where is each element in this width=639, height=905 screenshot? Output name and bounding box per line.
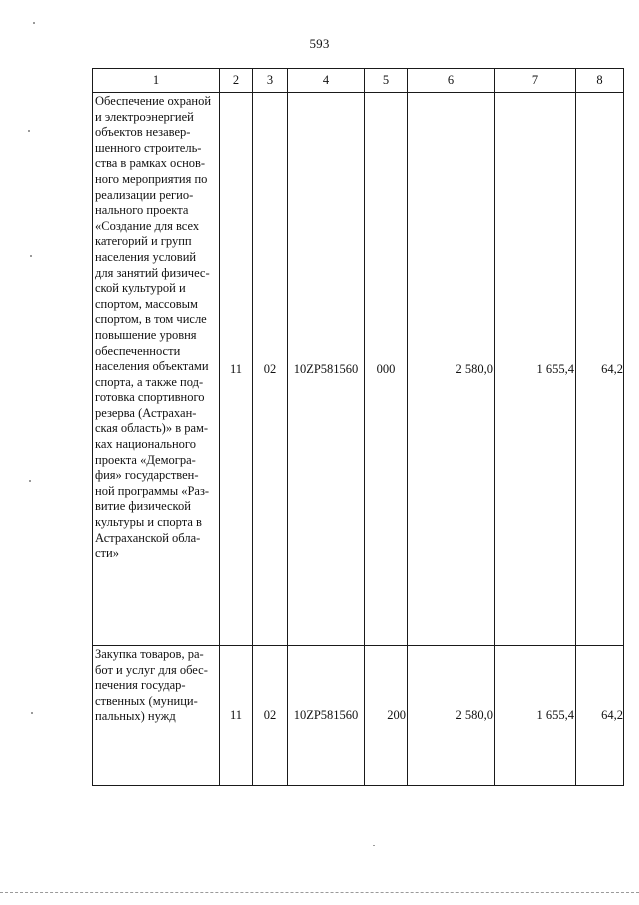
description-line: обеспеченности: [95, 343, 181, 358]
description-line: «Создание для всех: [95, 218, 200, 233]
description-line: культуры и спорта в: [95, 515, 202, 530]
description-line: для занятий физичес-: [95, 265, 210, 280]
description-line: пальных) нужд: [95, 709, 176, 724]
description-line: Закупка товаров, ра-: [95, 647, 204, 661]
description-line: проекта «Демогра-: [95, 452, 196, 467]
description-line: бот и услуг для обес-: [95, 662, 208, 677]
description-line: ного мероприятия по: [95, 171, 208, 186]
description-line: фия» государствен-: [95, 468, 199, 483]
cell-section: 11: [220, 93, 253, 646]
description-line: спортом, в том числе: [95, 312, 207, 327]
description-line: населения условий: [95, 249, 197, 264]
description-line: ской культурой и: [95, 281, 186, 296]
description-line: населения объектами: [95, 359, 209, 374]
row-description: [93, 93, 220, 646]
column-header: 2: [220, 69, 253, 93]
description-line: Астраханской обла-: [95, 530, 201, 545]
budget-table: [92, 68, 624, 786]
cell-target-article: 10ZP581560: [288, 646, 365, 786]
column-header: 8: [576, 69, 624, 93]
column-header: 7: [495, 69, 576, 93]
description-line: ственных (муници-: [95, 693, 198, 708]
scan-speck: [373, 845, 375, 846]
cell-amount-planned: 2 580,0: [408, 93, 495, 646]
description-line: шенного строитель-: [95, 140, 202, 155]
description-line: сти»: [95, 546, 119, 561]
description-line: витие физической: [95, 499, 191, 514]
cell-percent: 64,2: [576, 646, 624, 786]
page-number: 593: [309, 36, 330, 51]
scan-speck: [31, 712, 33, 714]
description-line: повышение уровня: [95, 327, 197, 342]
column-header: 4: [288, 69, 365, 93]
description-line: объектов незавер-: [95, 125, 191, 140]
scan-speck: [29, 480, 31, 482]
table-header-row: [93, 69, 624, 93]
cell-expense-type: 200: [365, 646, 408, 786]
row-description: [93, 646, 220, 786]
table-row: [93, 93, 624, 646]
column-header: 6: [408, 69, 495, 93]
cell-amount-executed: 1 655,4: [495, 646, 576, 786]
page-bottom-edge: [0, 892, 639, 893]
column-header: 3: [253, 69, 288, 93]
cell-amount-executed: 1 655,4: [495, 93, 576, 646]
description-line: готовка спортивного: [95, 390, 205, 405]
description-line: ства в рамках основ-: [95, 156, 206, 171]
description-line: Обеспечение охраной: [95, 94, 212, 108]
cell-expense-type: 000: [365, 93, 408, 646]
cell-subsection: 02: [253, 646, 288, 786]
description-line: резерва (Астрахан-: [95, 405, 197, 420]
description-line: ках национального: [95, 437, 196, 452]
scan-speck: [30, 255, 32, 257]
cell-section: 11: [220, 646, 253, 786]
description-line: ной программы «Раз-: [95, 483, 210, 498]
cell-percent: 64,2: [576, 93, 624, 646]
description-line: печения государ-: [95, 678, 186, 693]
scan-speck: [33, 22, 35, 24]
column-header: 1: [93, 69, 220, 93]
description-line: нального проекта: [95, 203, 189, 218]
cell-subsection: 02: [253, 93, 288, 646]
description-line: ская область)» в рам-: [95, 421, 209, 436]
scan-speck: [28, 130, 30, 132]
description-line: и электроэнергией: [95, 109, 194, 124]
cell-target-article: 10ZP581560: [288, 93, 365, 646]
cell-amount-planned: 2 580,0: [408, 646, 495, 786]
description-line: категорий и групп: [95, 234, 192, 249]
description-line: спорта, а также под-: [95, 374, 204, 389]
description-line: реализации регио-: [95, 187, 194, 202]
description-line: спортом, массовым: [95, 296, 198, 311]
table-row: [93, 646, 624, 786]
column-header: 5: [365, 69, 408, 93]
